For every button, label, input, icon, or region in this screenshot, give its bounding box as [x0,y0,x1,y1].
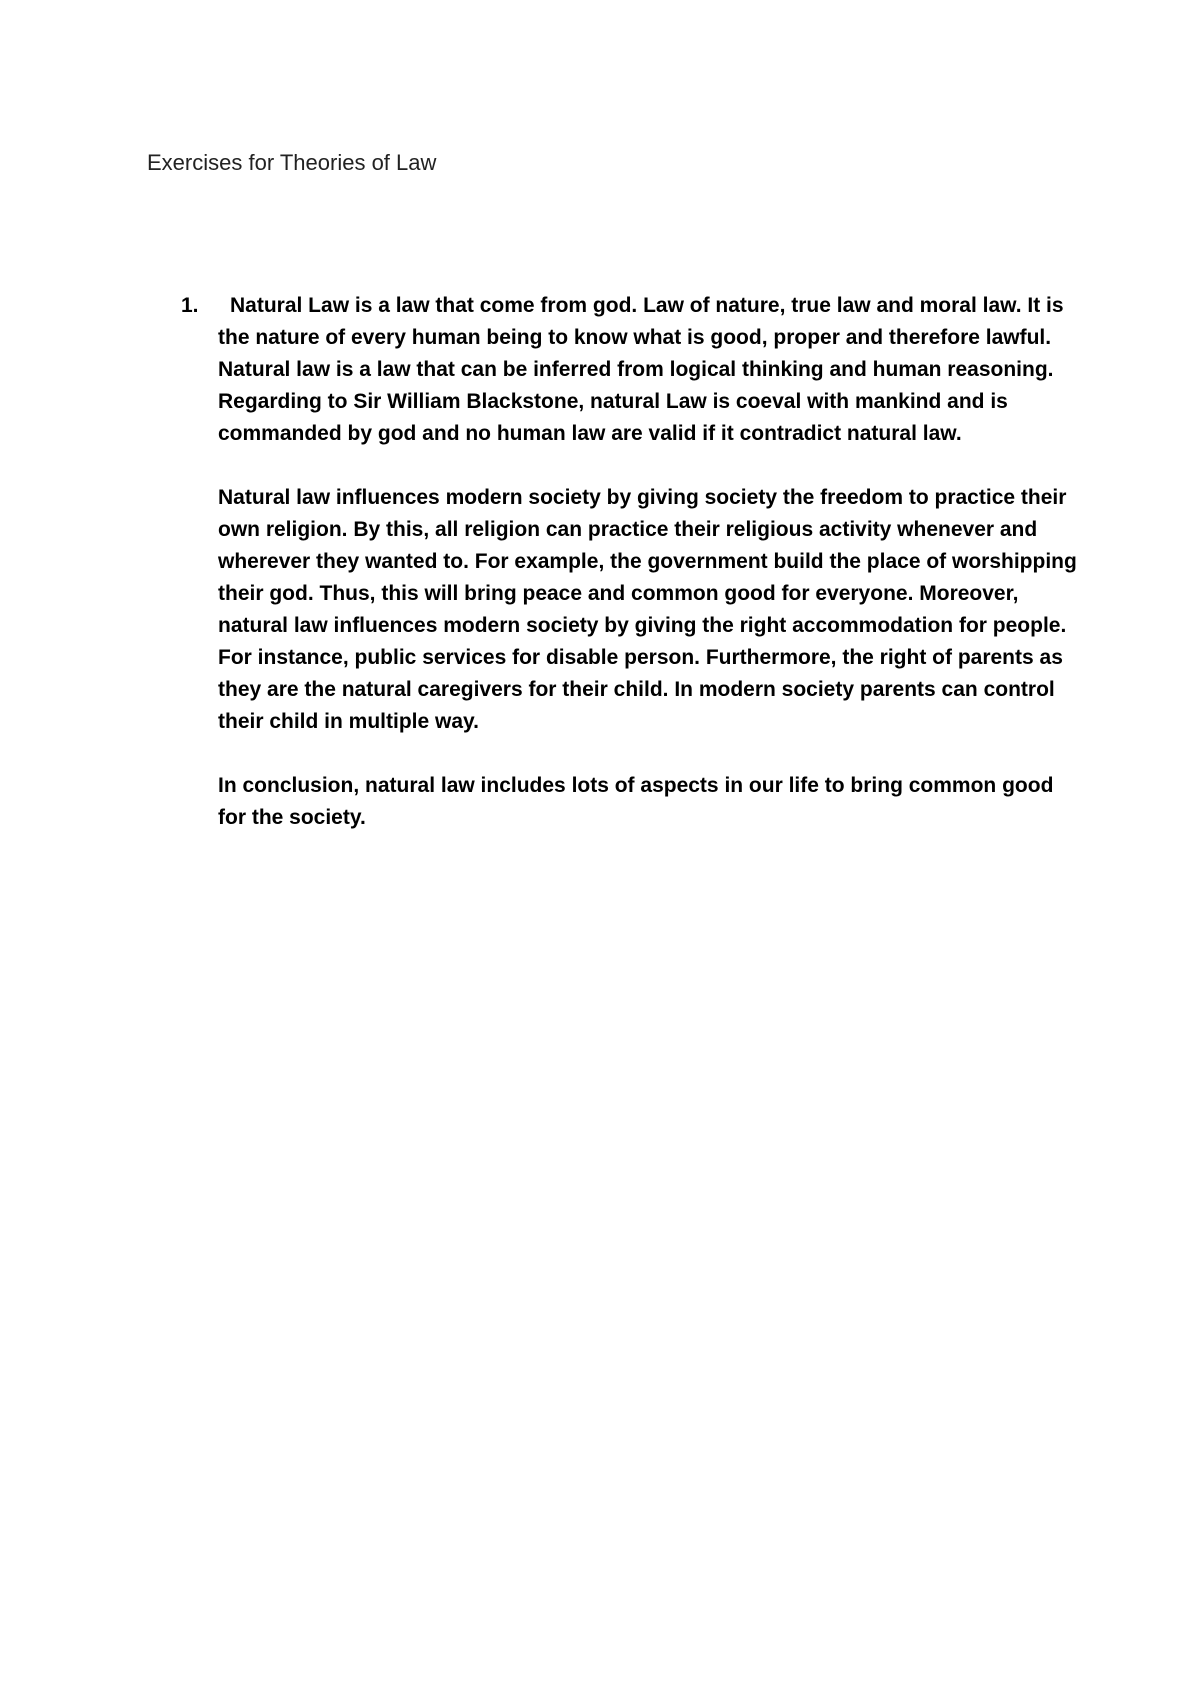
paragraph-conclusion: In conclusion, natural law includes lots of aspects in our life to bring common good for the society. [218,774,1054,829]
document-title: Exercises for Theories of Law [147,150,437,175]
list-item-number: 1. [181,294,199,317]
paragraph-natural-law-definition [218,290,1078,450]
list-item-body [218,290,1078,866]
paragraph-natural-law-influence: Natural law influences modern society by giving society the freedom to practice their own religion. By this, all religion can practice their religious activity whenever and wherever they wanted to. For example, the government build the place of worshipping their god. Thus, this will bring peace and common good for everyone. Moreover, natural law influences modern society by giving the right accommodation for people. For instance, public services for disable person. Furthermore, the right of parents as they are the natural caregivers for their child. In modern society parents can control their child in multiple way. [218,486,1077,733]
paragraph-text: Natural Law is a law that come from god. Law of nature, true law and moral law. It is the nature of every human being to know what is good, proper and therefore lawful. Natural law is a law that can be inferred from logical thinking and human reasoning. Regarding to Sir William Blackstone, natural Law is coeval with mankind and is commanded by god and no human law are valid if it contradict natural law. [218,294,1064,445]
